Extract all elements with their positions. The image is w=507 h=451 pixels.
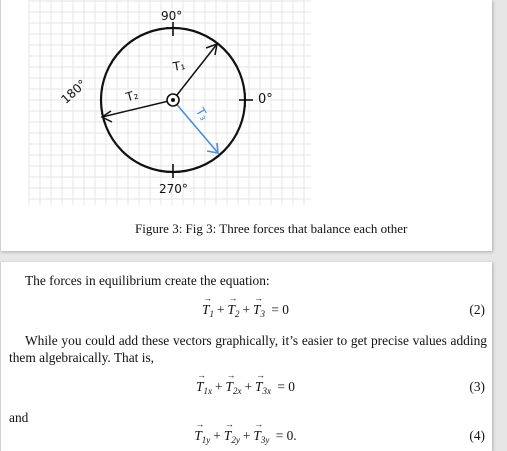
and-text: and [9, 410, 29, 425]
label-270: 270° [159, 182, 188, 196]
eq2-sub3: 3 [260, 309, 265, 319]
center-dot [171, 98, 175, 102]
eq4-sub1: 1y [201, 435, 211, 445]
eq2-sub1: 1 [209, 309, 214, 319]
equation-2-body: → $T_1 +\to T_2 +\to T_3 = 0$ [1, 302, 493, 319]
eq4-t3: → T [253, 428, 260, 444]
eq3-rhs: = 0 [277, 379, 295, 394]
label-t1: T₁ [171, 58, 187, 74]
eq4-sub2: 2y [231, 435, 240, 445]
eq2-sub2: 2 [234, 309, 240, 319]
eq3-t1: → T [196, 379, 203, 395]
label-180: 180° [58, 76, 90, 107]
equation-2 [1, 302, 493, 320]
eq3-sub2: 2x [232, 386, 242, 396]
figure-caption: Figure 3: Fig 3: Three forces that balance each other [135, 221, 408, 236]
t3-vector [173, 100, 218, 153]
equation-4-number: (4) [469, 428, 485, 443]
equation-3-body: → $T_{1x} +\to T_{2x} +\to T_{3x} = 0$ [1, 379, 493, 396]
eq4-sub3: 3y [260, 435, 270, 445]
eq4-rhs: = 0. [275, 428, 297, 443]
text-card [0, 262, 492, 451]
equation-3-number: (3) [469, 379, 485, 394]
eq4-t1: → T [194, 428, 201, 444]
label-90: 90° [161, 9, 183, 23]
equation-4 [1, 428, 493, 446]
eq2-t3: → T [253, 302, 260, 318]
equation-2-number: (2) [469, 302, 485, 317]
eq2-rhs: = 0 [271, 302, 289, 317]
force-diagram [1, 0, 493, 251]
equation-4-body: → $T_{1y} +\to T_{2y} +\to T_{3y} = 0$. [1, 428, 493, 445]
intro-text: The forces in equilibrium create the equation: [25, 273, 270, 288]
eq4-t2: → T [224, 428, 231, 444]
eq3-t3: → T [255, 379, 262, 395]
t2-vector [102, 100, 173, 117]
equation-3 [1, 379, 493, 397]
label-0: 0° [258, 92, 273, 107]
eq3-t2: → T [226, 379, 233, 395]
paragraph-1: While you could add these vectors graphically, it’s easier to get precise values adding them algebraically. That is, [9, 333, 487, 365]
label-t3: T₃ [192, 105, 212, 123]
eq3-sub3: 3x [262, 386, 271, 396]
eq3-sub1: 1x [203, 386, 212, 396]
eq2-t2: → T [228, 302, 235, 318]
eq2-t1: → T [202, 302, 209, 318]
label-t2: T₂ [124, 87, 140, 105]
